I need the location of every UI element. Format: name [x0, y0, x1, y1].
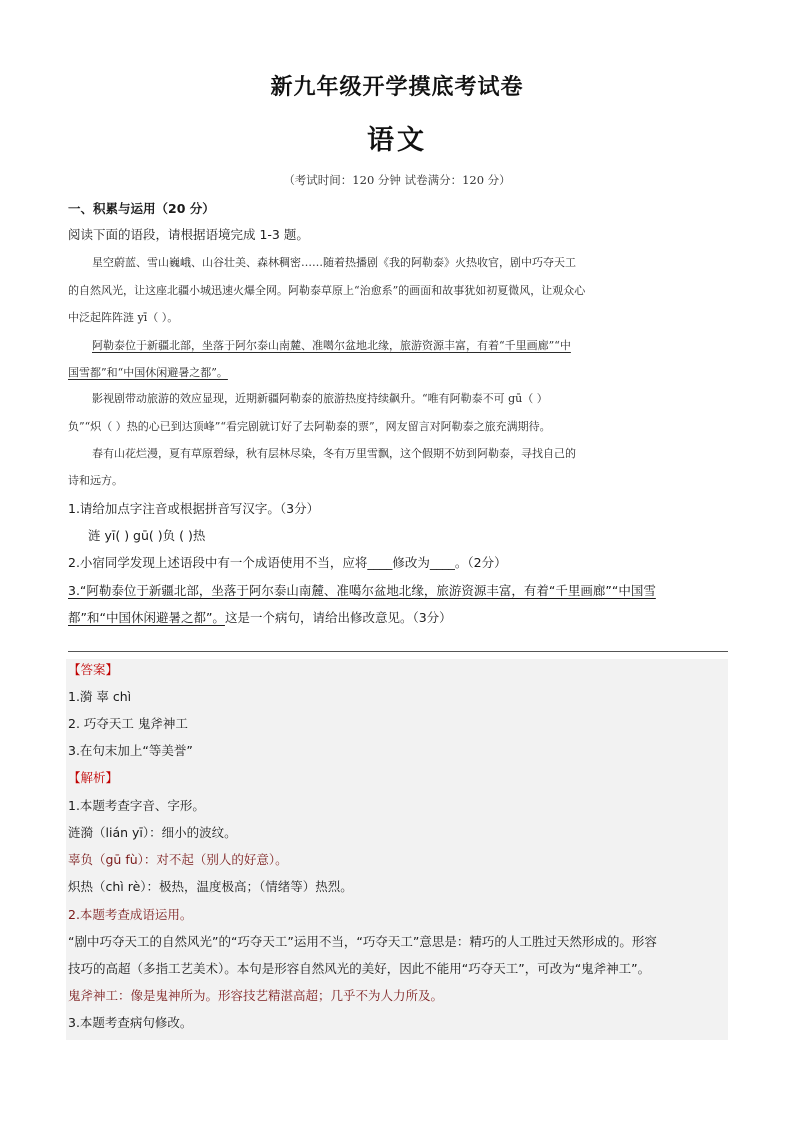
analysis-line: 鬼斧神工：像是鬼神所为。形容技艺精湛高超；几乎不为人力所及。	[68, 988, 444, 1003]
question-2: 2.小宿同学发现上述语段中有一个成语使用不当，应将____修改为____。（2分）	[68, 555, 507, 570]
analysis-line: 炽热（chì rè）：极热，温度极高；（情绪等）热烈。	[68, 879, 353, 894]
analysis-line: 2.本题考查成语运用。	[68, 907, 193, 922]
analysis-line: 涟漪（lián yī）：细小的波纹。	[68, 825, 237, 840]
passage-line-underlined: 阿勒泰位于新疆北部，坐落于阿尔泰山南麓、准噶尔盆地北缘，旅游资源丰富，有着“千里画廊”“中	[92, 339, 571, 352]
analysis-line: 辜负（gū fù）：对不起（别人的好意）。	[68, 852, 288, 867]
section-instruction: 阅读下面的语段，请根据语境完成 1-3 题。	[68, 227, 309, 242]
exam-info: （考试时间：120 分钟 试卷满分：120 分）	[283, 173, 511, 187]
question-3-prompt: 这是一个病句，请给出修改意见。（3分）	[224, 610, 452, 625]
answer-label: 【答案】	[68, 662, 119, 677]
passage-line-underlined: 国雪都”和“中国休闲避暑之都”。	[68, 366, 228, 379]
subject-title: 语文	[367, 125, 427, 156]
passage-line: 的自然风光，让这座北疆小城迅速火爆全网。阿勒泰草原上“治愈系”的画面和故事犹如初夏微风，让观众心	[68, 284, 586, 297]
analysis-line: 3.本题考查病句修改。	[68, 1015, 193, 1030]
passage-line: 影视剧带动旅游的效应显现，近期新疆阿勒泰的旅游热度持续飙升。“唯有阿勒泰不可 gū（ ）	[92, 392, 548, 405]
answer-1: 1.漪 辜 chì	[68, 689, 132, 704]
analysis-label: 【解析】	[68, 770, 119, 785]
question-3-line2	[68, 609, 728, 627]
question-1: 1.请给加点字注音或根据拼音写汉字。（3分）	[68, 501, 320, 516]
passage-line: 星空蔚蓝、雪山巍峨、山谷壮美、森林稠密……随着热播剧《我的阿勒泰》火热收官，剧中巧夺天工	[92, 256, 576, 269]
passage-line: 负”“炽（ ）热的心已到达顶峰”“看完剧就订好了去阿勒泰的票”，网友留言对阿勒泰之旅充满期待。	[68, 420, 551, 433]
passage-line: 春有山花烂漫，夏有草原碧绿，秋有层林尽染，冬有万里雪飘，这个假期不妨到阿勒泰，寻找自己的	[92, 447, 576, 460]
answer-2: 2. 巧夺天工 鬼斧神工	[68, 716, 188, 731]
question-1-blanks: 涟 yī( ) gū( )负 ( )热	[88, 528, 206, 543]
question-3-underlined: 都”和“中国休闲避暑之都”。	[68, 610, 225, 625]
exam-title: 新九年级开学摸底考试卷	[270, 75, 524, 100]
section-heading: 一、积累与运用（20 分）	[68, 201, 215, 216]
passage-line: 诗和远方。	[68, 474, 123, 487]
passage-line: 中泛起阵阵涟 yī（ ）。	[68, 311, 179, 324]
divider	[68, 651, 728, 652]
answer-3: 3.在句末加上“等美誉”	[68, 743, 193, 758]
question-3-line1: 3.“阿勒泰位于新疆北部，坐落于阿尔泰山南麓、准噶尔盆地北缘，旅游资源丰富，有着“千里画廊”“中国雪	[68, 583, 656, 598]
analysis-line: “剧中巧夺天工的自然风光”的“巧夺天工”运用不当，“巧夺天工”意思是：精巧的人工胜过天然形成的。形容	[68, 934, 657, 949]
analysis-line: 1.本题考查字音、字形。	[68, 798, 205, 813]
analysis-line: 技巧的高超（多指工艺美术）。本句是形容自然风光的美好，因此不能用“巧夺天工”，可改为“鬼斧神工”。	[68, 961, 651, 976]
